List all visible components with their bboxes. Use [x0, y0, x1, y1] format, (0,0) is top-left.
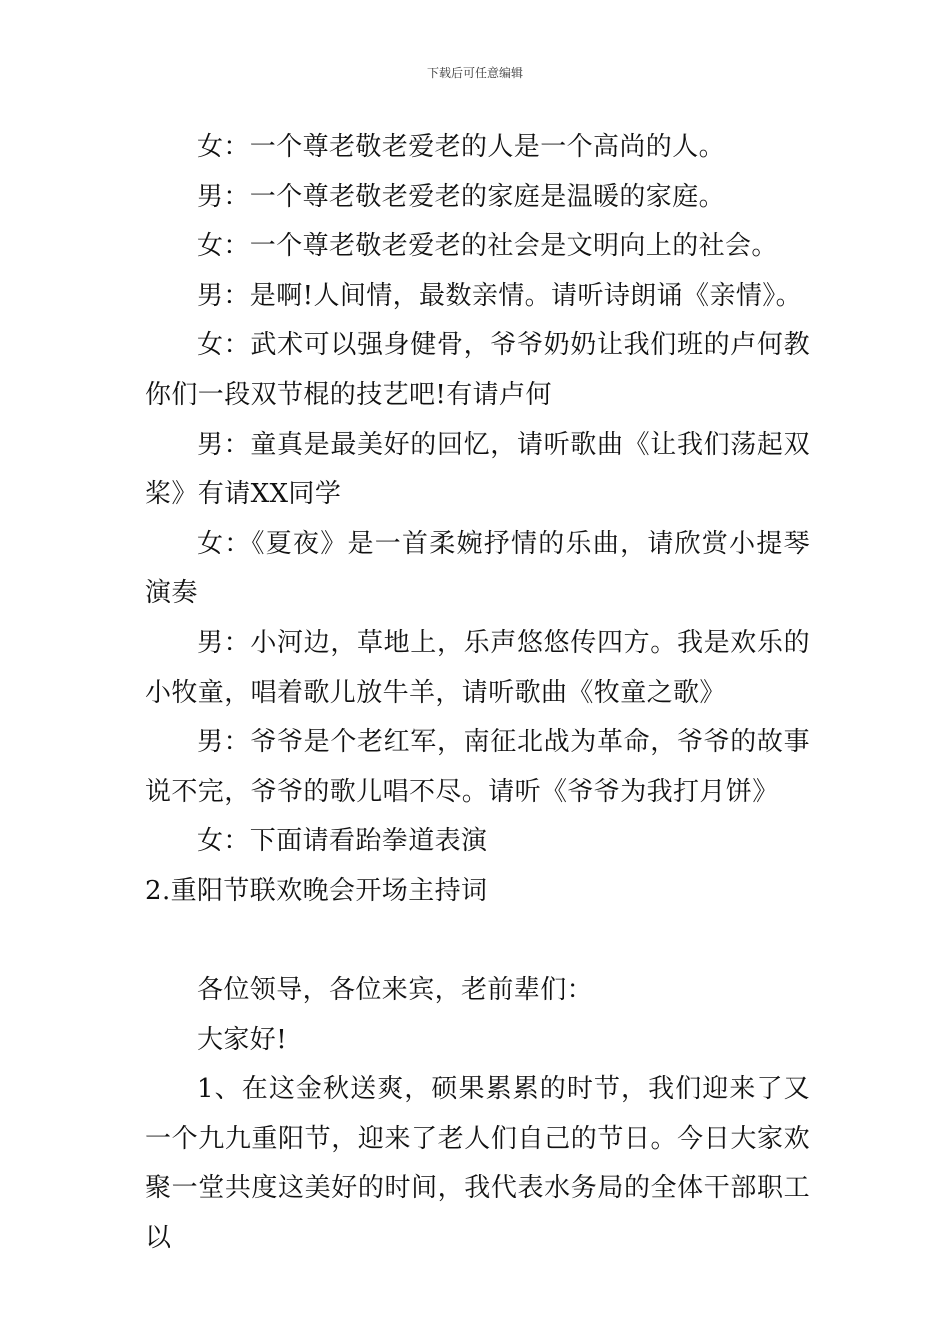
paragraph-10: 女：下面请看跆拳道表演 — [197, 826, 488, 857]
paragraph-3: 女：一个尊老敬老爱老的社会是文明向上的社会。 — [197, 231, 778, 262]
paragraph-opening: 1、在这金秋送爽，硕果累累的时节，我们迎来了又一个九九重阳节，迎来了老人们自己的节日。今日大家欢聚一堂共度这美好的时间，我代表水务局的全体干部职工以 — [145, 1074, 810, 1254]
paragraph-4: 男：是啊!人间情，最数亲情。请听诗朗诵《亲情》。 — [197, 280, 803, 311]
paragraph-1: 女：一个尊老敬老爱老的人是一个高尚的人。 — [197, 132, 726, 162]
paragraph-9: 男：爷爷是个老红军，南征北战为革命，爷爷的故事说不完，爷爷的歌儿唱不尽。请听《爷爷为我打月饼》 — [145, 727, 810, 807]
section-heading: 2.重阳节联欢晚会开场主持词 — [145, 875, 488, 906]
paragraph-greeting: 各位领导，各位来宾，老前辈们： — [197, 975, 594, 1006]
paragraph-6: 男：童真是最美好的回忆，请听歌曲《让我们荡起双桨》有请XX同学 — [145, 429, 810, 510]
blank-line — [145, 917, 810, 967]
paragraph-5: 女：武术可以强身健骨，爷爷奶奶让我们班的卢何教你们一段双节棍的技艺吧!有请卢何 — [145, 330, 810, 410]
paragraph-2: 男：一个尊老敬老爱老的家庭是温暖的家庭。 — [197, 181, 726, 212]
document-body — [145, 123, 810, 1264]
paragraph-hello: 大家好! — [197, 1024, 288, 1055]
paragraph-8: 男：小河边，草地上，乐声悠悠传四方。我是欢乐的小牧童，唱着歌儿放牛羊，请听歌曲《牧童之歌》 — [145, 627, 810, 708]
page-header: 下载后可任意编辑 — [426, 66, 523, 80]
paragraph-7: 女：《夏夜》是一首柔婉抒情的乐曲，请欣赏小提琴演奏 — [145, 528, 810, 609]
